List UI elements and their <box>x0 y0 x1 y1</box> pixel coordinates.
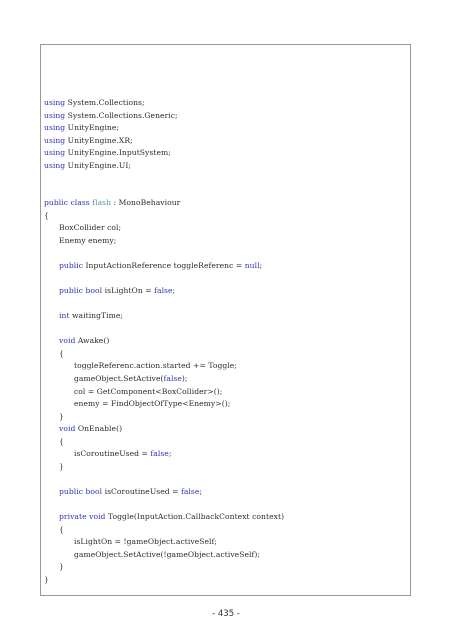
code-text: System.Collections.Generic; <box>65 110 178 120</box>
code-keyword: bool <box>85 486 103 496</box>
code-line <box>44 110 406 123</box>
code-keyword: void <box>59 424 76 434</box>
code-line <box>44 235 406 248</box>
code-line <box>44 423 406 436</box>
code-keyword: false <box>181 486 200 496</box>
code-keyword: false <box>154 286 173 296</box>
page-number: - 435 - <box>212 609 240 619</box>
code-text: } <box>59 461 64 471</box>
code-text: ; <box>168 449 172 459</box>
code-line <box>44 536 406 549</box>
code-keyword: public <box>44 198 69 208</box>
code-text: } <box>44 574 49 584</box>
code-text: { <box>44 210 49 220</box>
code-line <box>44 549 406 562</box>
code-line <box>44 373 406 386</box>
code-lines <box>44 97 406 586</box>
code-line <box>44 386 406 399</box>
code-text: isCoroutineUsed = <box>102 486 182 496</box>
code-line <box>44 97 406 110</box>
code-text: ); <box>181 374 188 384</box>
code-keyword: using <box>44 160 66 170</box>
code-keyword: using <box>44 110 66 120</box>
code-line <box>44 285 406 298</box>
code-text: enemy = FindObjectOfType<Enemy>(); <box>74 399 231 409</box>
code-line <box>44 197 406 210</box>
code-text: { <box>59 436 64 446</box>
code-line <box>44 448 406 461</box>
code-line <box>44 260 406 273</box>
code-line <box>44 160 406 173</box>
code-text: isLightOn = <box>102 286 155 296</box>
code-text: Toggle(InputAction.CallbackContext context) <box>105 512 285 522</box>
code-text: ; <box>259 261 263 271</box>
code-text: { <box>59 348 64 358</box>
code-text: : MonoBehaviour <box>111 198 181 208</box>
code-line <box>44 323 406 336</box>
code-line <box>44 335 406 348</box>
code-text: { <box>59 524 64 534</box>
code-keyword: bool <box>85 286 103 296</box>
code-keyword: false <box>163 374 182 384</box>
code-text: Enemy enemy; <box>59 236 117 246</box>
code-text: BoxCollider col; <box>59 223 122 233</box>
code-text: gameObject.SetActive( <box>74 374 164 384</box>
code-line <box>44 360 406 373</box>
code-line <box>44 486 406 499</box>
code-keyword: class <box>70 198 90 208</box>
code-text: UnityEngine.InputSystem; <box>65 148 171 158</box>
code-line <box>44 461 406 474</box>
code-line <box>44 185 406 198</box>
code-line <box>44 172 406 185</box>
code-text: isLightOn = !gameObject.activeSelf; <box>74 537 217 547</box>
code-text: UnityEngine; <box>65 123 120 133</box>
code-text: col = GetComponent<BoxCollider>(); <box>74 386 223 396</box>
code-text: } <box>59 411 64 421</box>
code-line <box>44 574 406 587</box>
code-keyword: using <box>44 123 66 133</box>
code-line <box>44 135 406 148</box>
code-text: ; <box>199 486 203 496</box>
code-line <box>44 222 406 235</box>
code-text: UnityEngine.XR; <box>65 135 133 145</box>
code-keyword: using <box>44 148 66 158</box>
code-text: gameObject.SetActive(!gameObject.activeSelf); <box>74 549 260 559</box>
code-keyword: false <box>150 449 169 459</box>
code-keyword: public <box>59 486 84 496</box>
code-listing-box <box>40 44 411 596</box>
code-keyword: null <box>244 261 260 271</box>
code-text: OnEnable() <box>75 424 123 434</box>
code-text: toggleReferenc.action.started += Toggle; <box>74 361 237 371</box>
code-keyword: private <box>59 512 87 522</box>
code-line <box>44 473 406 486</box>
code-keyword: int <box>59 311 70 321</box>
code-line <box>44 348 406 361</box>
code-keyword: using <box>44 135 66 145</box>
code-text: Awake() <box>75 336 110 346</box>
code-line <box>44 561 406 574</box>
code-keyword: void <box>59 336 76 346</box>
code-line <box>44 411 406 424</box>
code-line <box>44 524 406 537</box>
code-text: isCoroutineUsed = <box>74 449 151 459</box>
code-line <box>44 511 406 524</box>
code-text: waitingTime; <box>69 311 124 321</box>
code-line <box>44 310 406 323</box>
code-keyword: public <box>59 286 84 296</box>
code-line <box>44 210 406 223</box>
code-line <box>44 436 406 449</box>
code-text: System.Collections; <box>65 98 145 107</box>
code-text: } <box>59 562 64 572</box>
code-keyword: using <box>44 98 66 107</box>
code-line <box>44 398 406 411</box>
code-text: UnityEngine.UI; <box>65 160 131 170</box>
code-text: InputActionReference toggleReferenc = <box>83 261 245 271</box>
code-keyword: public <box>59 261 84 271</box>
code-line <box>44 147 406 160</box>
code-line <box>44 499 406 512</box>
code-line <box>44 298 406 311</box>
code-keyword: void <box>89 512 106 522</box>
code-line <box>44 122 406 135</box>
code-class-name: flash <box>92 198 112 208</box>
code-line <box>44 248 406 261</box>
code-text: ; <box>172 286 176 296</box>
code-line <box>44 273 406 286</box>
